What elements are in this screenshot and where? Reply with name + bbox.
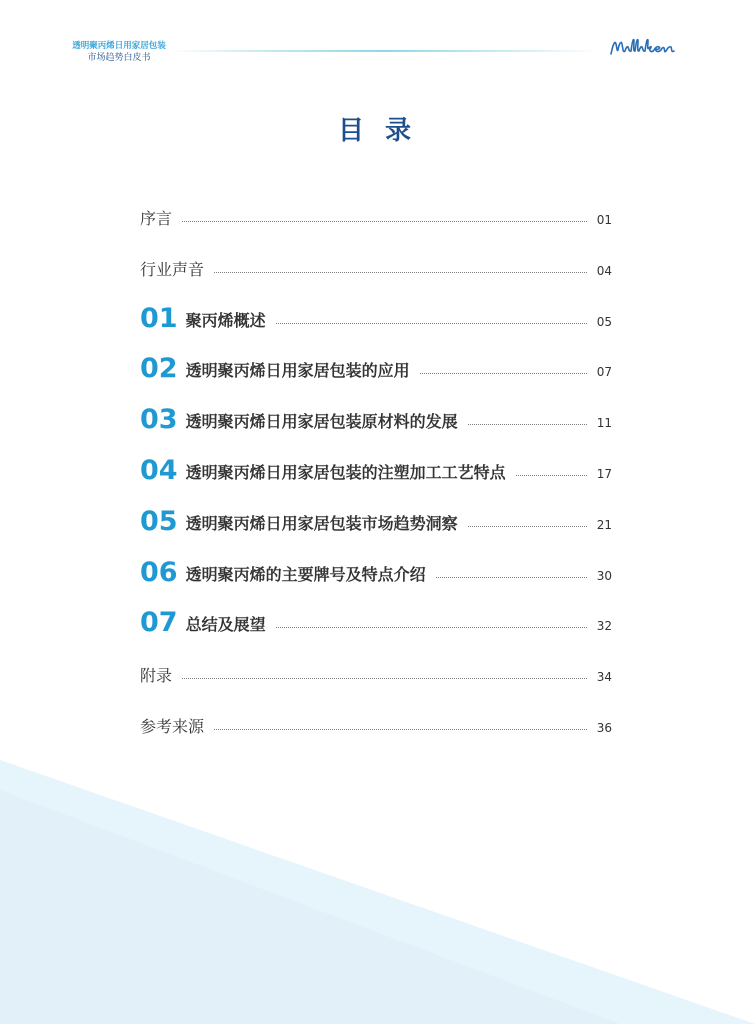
toc-entry-label: 参考来源 (140, 716, 205, 736)
toc-dot-leader (436, 576, 587, 578)
toc-page-number: 07 (596, 365, 612, 379)
toc-entry[interactable] (140, 507, 612, 537)
toc-entry-label: 序言 (140, 208, 173, 228)
toc-dot-leader (276, 322, 587, 324)
toc-dot-leader (276, 626, 587, 628)
header-title-line1: 透明聚丙烯日用家居包装 (72, 41, 166, 51)
toc-entry[interactable] (140, 710, 612, 740)
toc-chapter-number: 05 (140, 506, 178, 537)
toc-dot-leader (214, 728, 587, 730)
toc-dot-leader (182, 220, 587, 222)
toc-entry-label: 透明聚丙烯日用家居包装的应用 (185, 360, 410, 380)
toc-page-number: 34 (596, 670, 612, 684)
toc-entry-label: 透明聚丙烯日用家居包装的注塑加工工艺特点 (185, 462, 506, 482)
toc-entry[interactable] (140, 304, 612, 334)
toc-chapter-number: 04 (140, 455, 178, 486)
toc-entry-label: 行业声音 (140, 259, 205, 279)
toc-title: 目 录 (337, 116, 418, 146)
header-title (64, 40, 174, 64)
toc-entry-label: 聚丙烯概述 (185, 310, 266, 330)
toc-entry[interactable] (140, 202, 612, 232)
toc-entry-label: 透明聚丙烯的主要牌号及特点介绍 (185, 564, 426, 584)
toc-entry[interactable] (140, 608, 612, 638)
toc-page-number: 11 (596, 416, 612, 430)
toc-chapter-number: 03 (140, 404, 178, 435)
toc-entry[interactable] (140, 558, 612, 588)
toc-entry[interactable] (140, 354, 612, 384)
toc-entry-label: 总结及展望 (185, 614, 266, 634)
toc-dot-leader (468, 423, 587, 425)
toc-entry[interactable] (140, 659, 612, 689)
toc-chapter-number: 02 (140, 353, 178, 384)
milliken-logo (608, 34, 688, 60)
toc-page-number: 30 (596, 569, 612, 583)
toc-page-number: 04 (596, 264, 612, 278)
toc-page-number: 01 (596, 213, 612, 227)
toc-dot-leader (182, 677, 587, 679)
toc-entry[interactable] (140, 405, 612, 435)
toc-page-number: 32 (596, 619, 612, 633)
toc-entry[interactable] (140, 253, 612, 283)
toc-entry-label: 透明聚丙烯日用家居包装原材料的发展 (185, 411, 458, 431)
toc-page-number: 17 (596, 467, 612, 481)
toc-dot-leader (516, 474, 587, 476)
toc-dot-leader (420, 372, 587, 374)
header-title-line2: 市场趋势白皮书 (87, 53, 151, 63)
toc-entry[interactable] (140, 456, 612, 486)
toc-chapter-number: 01 (140, 303, 178, 334)
toc-page-number: 05 (596, 315, 612, 329)
toc-dot-leader (214, 271, 587, 273)
toc-page-number: 36 (596, 721, 612, 735)
toc-entry-label: 透明聚丙烯日用家居包装市场趋势洞察 (185, 513, 458, 533)
toc-page-number: 21 (596, 518, 612, 532)
toc-chapter-number: 07 (140, 607, 178, 638)
header-divider (168, 50, 600, 52)
toc-entry-label: 附录 (140, 665, 173, 685)
toc-chapter-number: 06 (140, 557, 178, 588)
toc-dot-leader (468, 525, 587, 527)
